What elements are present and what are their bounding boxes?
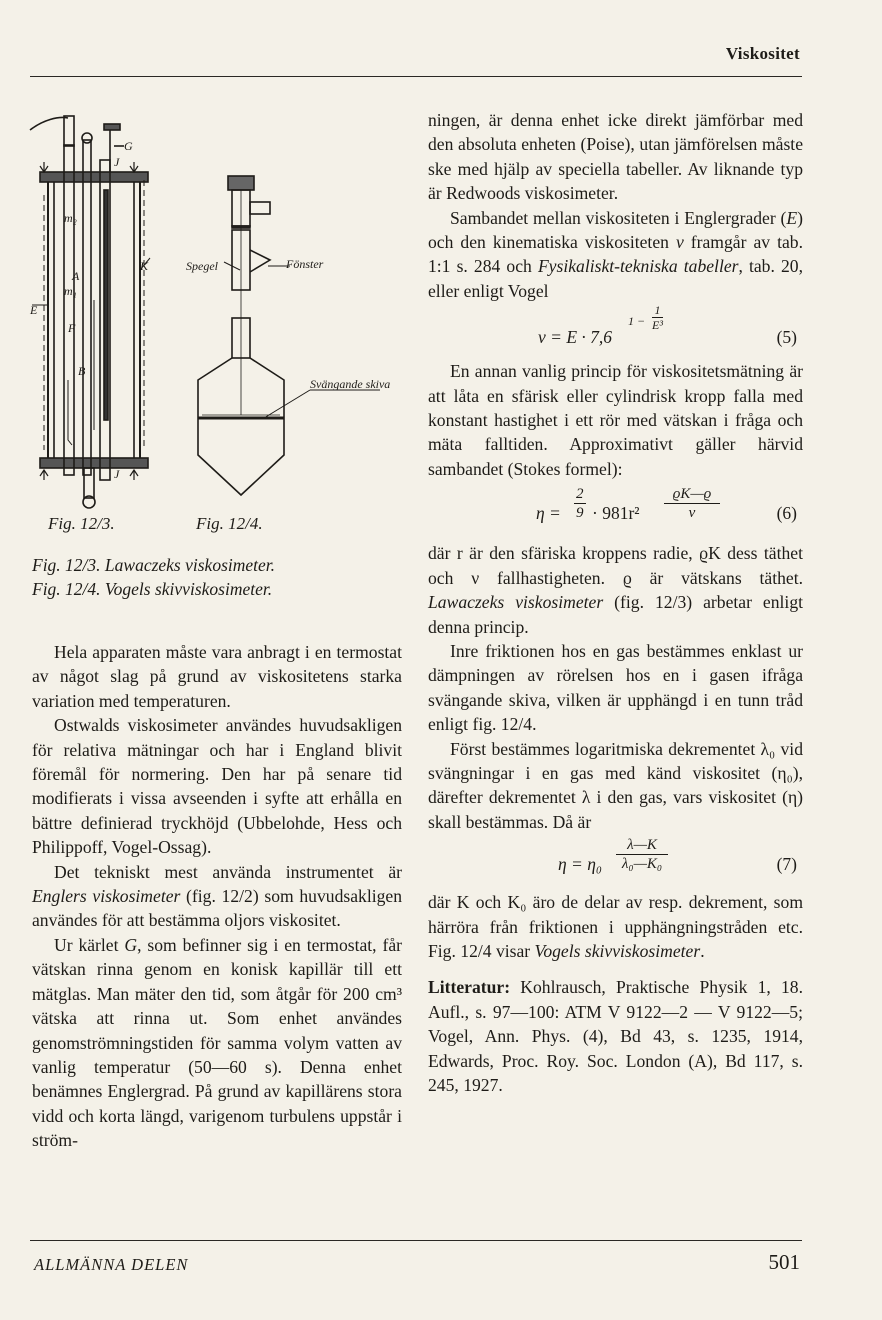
- literature-label: Litteratur:: [428, 977, 511, 998]
- literature-reference: Litteratur: Kohlrausch, Praktische Physik 1, 18. Aufl., s. 97—100: ATM V 9122—2 — V 9122—5; Vogel, Ann. Phys. (4), Bd 43, s. 1235, 1914, Edwards, Proc. Roy. Soc. London (A), Bd 117, s. 245, 1927.: [428, 977, 803, 1095]
- paragraph: Ur kärlet G, som befinner sig i en termostat, får vätskan rinna genom en konisk kapillär till ett mätglas. Man mäter den tid, som åtgår för 200 cm³ vätska att rinna ut. Som enhet användes genomströmningstiden för samma volym vatten av vanlig temperatur (50—60 s). Denna enhet benämnes Englergrad. På grund av kapillärens stora vidd och korta längd, varigenom turbulens uppstår i ström-: [32, 934, 402, 1151]
- paragraph: Ostwalds viskosimeter användes huvudsakligen för relativa mätningar och har i England blivit föremål för normering. Den har på senare tid modifierats i vissa avseenden i syfte att erhålla en bättre definierad tryckhöjd (Ubbelohde, Hess och Philippoff, Vogel-Ossag).: [32, 715, 402, 858]
- eq5-lhs: ν = E · 7,6: [538, 327, 613, 348]
- eq6-middle: · 981r²: [592, 503, 640, 524]
- label-B: B: [78, 364, 86, 378]
- footer-rule: [30, 1240, 802, 1241]
- header-rule: [30, 76, 802, 77]
- eq5-exponent-fraction: $\frac{1}{\text{E³}}$: [652, 303, 663, 333]
- paragraph: Först bestämmes logaritmiska dekrementet λ₀ vid svängningar i en gas med känd viskositet (η₀), därefter dekrementet λ i den gas, vars viskositet (η) skall bestämmas. Då är: [428, 738, 803, 832]
- label-m1: m₁: [64, 284, 77, 298]
- eq6-coefficient: $\frac{2}{9}$: [576, 486, 584, 522]
- figure-captions: [32, 553, 275, 601]
- label-m2: m₂: [64, 211, 77, 225]
- label-F: F: [68, 321, 76, 335]
- equation-6: [428, 481, 803, 541]
- paragraph: ningen, är denna enhet icke direkt jämförbar med den absoluta enheten (Poise), utan jämförelsen måste ske med hjälp av speciella tabeller. Av liknande typ är Redwoods viskosimeter.: [428, 110, 803, 204]
- caption-fig4: Fig. 12/4. Vogels skivviskosimeter.: [32, 579, 273, 599]
- paragraph: En annan vanlig princip för viskositetsmätning är att låta en sfärisk eller cylindrisk kropp falla med konstant hastighet i ett rör med vätskan i fråga och mäta falltiden. Approximativt gäller härvid sambandet (Stokes formel):: [428, 361, 803, 479]
- eq7-fraction: $\frac{\lambda—K}{\text{λ₀—K₀}}$: [616, 836, 668, 873]
- vogel-disc-viscometer-drawing: [198, 176, 380, 495]
- fig4-label: Fig. 12/4.: [196, 514, 263, 533]
- viscometer-figures: [28, 100, 408, 520]
- eq5-exponent-prefix: 1 −: [628, 314, 646, 329]
- eq5-number: (5): [776, 327, 797, 348]
- equation-7: [428, 834, 803, 890]
- section-name: ALLMÄNNA DELEN: [34, 1255, 189, 1274]
- eq6-number: (6): [776, 503, 797, 524]
- eq6-fraction: $\frac{ϱK—ϱ}{\nu}$: [664, 485, 720, 522]
- running-title: Viskositet: [725, 44, 800, 63]
- eq7-number: (7): [776, 854, 797, 875]
- paragraph: Det tekniskt mest använda instrumentet är Englers viskosimeter (fig. 12/2) som huvudsakligen användes för att bestämma oljors viskositet.: [32, 861, 403, 931]
- paragraph: Sambandet mellan viskositeten i Englergrader (E) och den kinematiska viskositeten ν framgår av tab. 1:1 s. 284 och Fysikaliskt-tekniska tabeller, tab. 20, eller enligt Vogel: [428, 207, 803, 301]
- eq7-lhs: η = η₀: [558, 854, 603, 875]
- label-J: J: [114, 155, 120, 169]
- label-A: A: [72, 269, 80, 283]
- label-E: E: [30, 303, 38, 317]
- lawaczek-viscometer-drawing: [30, 116, 150, 508]
- caption-fig3: Fig. 12/3. Lawaczeks viskosimeter.: [32, 555, 276, 575]
- fig3-label: Fig. 12/3.: [48, 514, 115, 533]
- paragraph: Hela apparaten måste vara anbragt i en termostat av något slag på grund av viskositetens starka variation med temperaturen.: [32, 642, 402, 711]
- paragraph: där r är den sfäriska kroppens radie, ϱK dess täthet och ν fallhastigheten. ϱ är vätskans täthet. Lawaczeks viskosimeter (fig. 12/3) arbetar enligt denna princip.: [428, 543, 804, 637]
- label-G: G: [124, 139, 133, 153]
- label-spegel: Spegel: [186, 259, 218, 273]
- paragraph: Inre friktionen hos en gas bestämmes enklast ur dämpningen av rörelsen hos en i gasen ifråga svängande skiva, vilken är upphängd i en tunn tråd enligt fig. 12/4.: [428, 640, 803, 735]
- figure-area: [28, 100, 408, 520]
- right-column: [428, 108, 803, 1097]
- label-svangande-skiva: Svängande skiva: [310, 377, 391, 391]
- equation-5: [428, 303, 803, 359]
- label-J-bottom: J: [114, 467, 120, 481]
- left-column: [32, 640, 402, 1153]
- eq6-lhs: η =: [536, 503, 561, 524]
- page-number: 501: [768, 1250, 800, 1274]
- label-fonster: Fönster: [286, 257, 324, 271]
- label-K: K: [140, 259, 149, 273]
- paragraph: där K och K₀ äro de delar av resp. dekrement, som härröra från friktionen i upphängningstråden etc. Fig. 12/4 visar Vogels skivviskosimeter.: [428, 892, 803, 961]
